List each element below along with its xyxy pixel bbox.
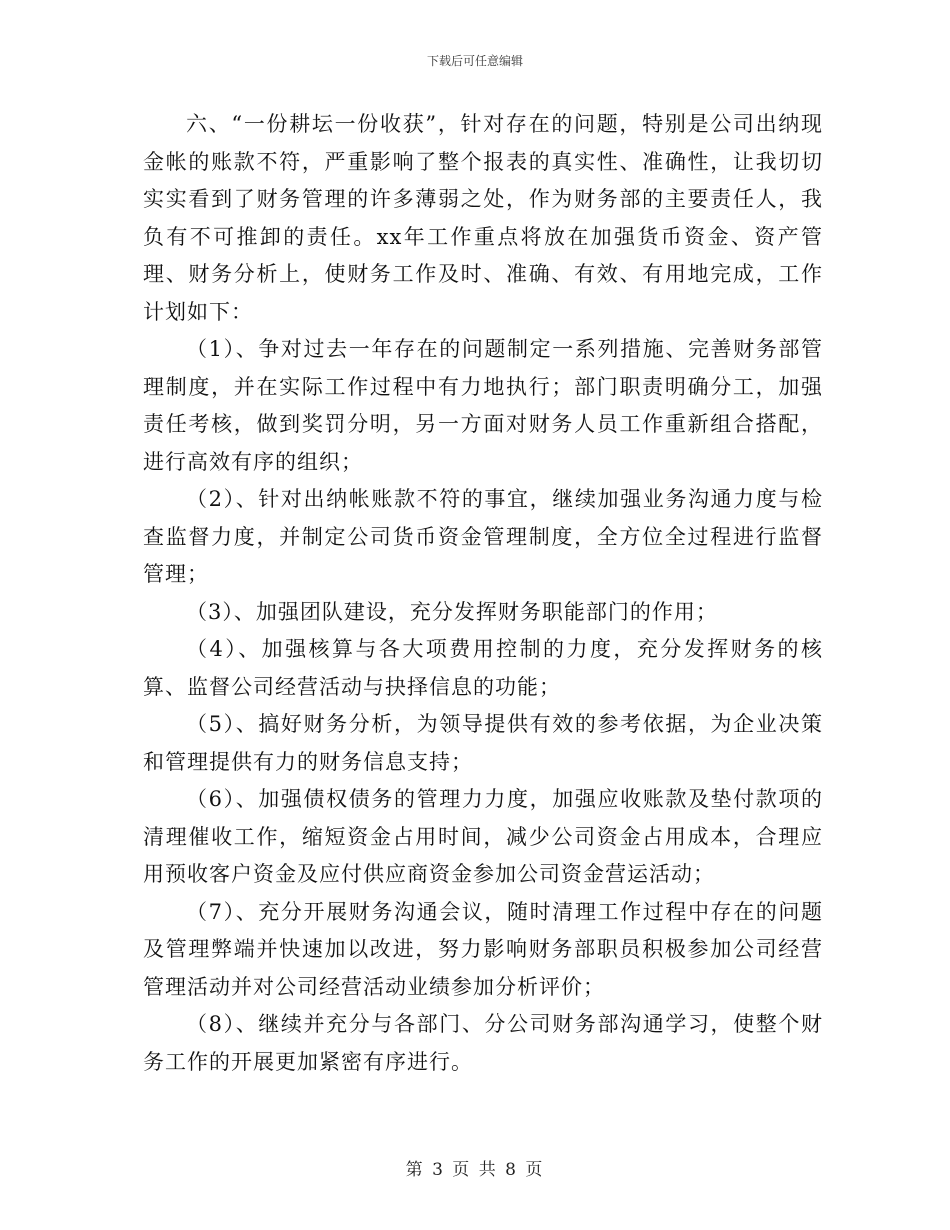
- paragraph-item-1: （1）、争对过去一年存在的问题制定一系列措施、完善财务部管理制度，并在实际工作过程中有力地执行；部门职责明确分工，加强责任考核，做到奖罚分明，另一方面对财务人员工作重新组合搭配，进行高效有序的组织；: [143, 337, 823, 474]
- paragraph-item-5: （5）、搞好财务分析，为领导提供有效的参考依据，为企业决策和管理提供有力的财务信息支持；: [143, 712, 823, 774]
- paragraph-item-6: （6）、加强债权债务的管理力力度，加强应收账款及垫付款项的清理催收工作，缩短资金占用时间，减少公司资金占用成本，合理应用预收客户资金及应付供应商资金参加公司资金营运活动；: [143, 787, 823, 886]
- paragraph-item-7: （7）、充分开展财务沟通会议，随时清理工作过程中存在的问题及管理弊端并快速加以改进，努力影响财务部职员积极参加公司经营管理活动并对公司经营活动业绩参加分析评价；: [143, 899, 823, 999]
- paragraph-item-8: （8）、继续并充分与各部门、分公司财务部沟通学习，使整个财务工作的开展更加紧密有序进行。: [143, 1012, 823, 1074]
- paragraph-item-4: （4）、加强核算与各大项费用控制的力度，充分发挥财务的核算、监督公司经营活动与抉择信息的功能；: [143, 637, 823, 699]
- document-body: [143, 106, 823, 1081]
- paragraph-intro: 六、“一份耕坛一份收获”，针对存在的问题，特别是公司出纳现金帐的账款不符，严重影响了整个报表的真实性、准确性，让我切切实实看到了财务管理的许多薄弱之处，作为财务部的主要责任人，我负有不可推卸的责任。xx年工作重点将放在加强货币资金、资产管理、财务分析上，使财务工作及时、准确、有效、有用地完成，工作计划如下：: [143, 112, 823, 324]
- page-number: 第 3 页 共 8 页: [405, 1160, 545, 1180]
- page-header-note: 下载后可任意编辑: [426, 54, 523, 68]
- paragraph-item-2: （2）、针对出纳帐账款不符的事宜，继续加强业务沟通力度与检查监督力度，并制定公司货币资金管理制度，全方位全过程进行监督管理；: [143, 487, 823, 586]
- paragraph-item-3: （3）、加强团队建设，充分发挥财务职能部门的作用；: [186, 599, 718, 624]
